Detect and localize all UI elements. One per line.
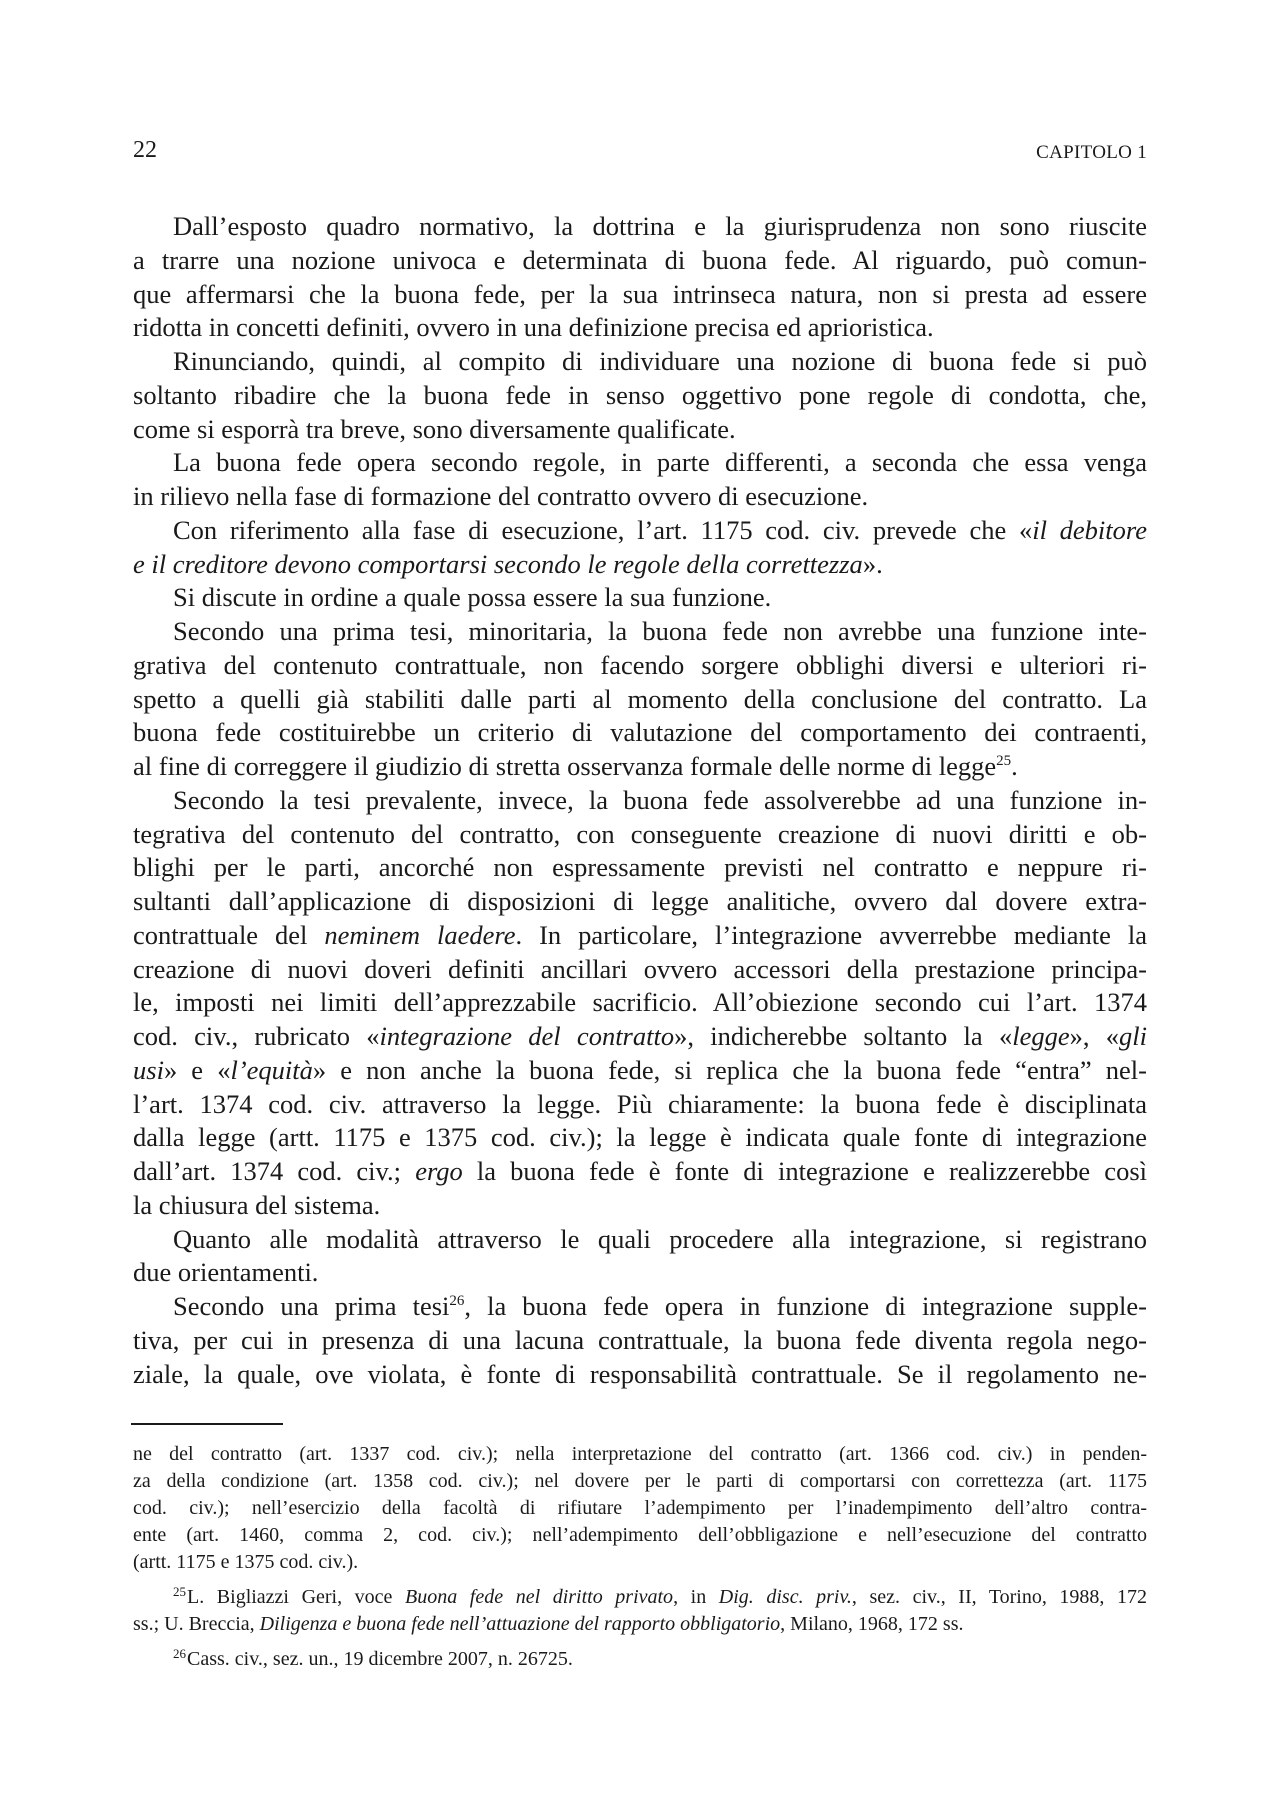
text-line <box>133 514 1147 548</box>
text-run: blighi per le parti, ancorché non espressamente previsti nel contratto e neppure ri- <box>133 852 1147 883</box>
text-run: . In particolare, l’integrazione avverrebbe mediante la <box>515 919 1148 950</box>
text-run: ridotta in concetti definiti, ovvero in una definizione precisa ed aprioristica. <box>133 312 934 343</box>
text-run: la chiusura del sistema. <box>133 1189 381 1220</box>
text-line <box>133 1646 1147 1673</box>
italic-text: Dig. disc. priv. <box>718 1586 852 1608</box>
text-line <box>133 379 1147 413</box>
text-run: dall’art. 1374 cod. civ.; <box>133 1156 416 1186</box>
italic-text: neminem laedere <box>324 919 516 950</box>
footnote-gap <box>133 1576 1147 1584</box>
italic-text: il debitore <box>1032 514 1147 545</box>
text-line <box>133 953 1147 987</box>
italic-text: integrazione del contratto <box>379 1021 675 1051</box>
text-line <box>133 244 1147 278</box>
text-run: Secondo la tesi prevalente, invece, la buona fede assolverebbe ad una funzione in- <box>173 784 1147 815</box>
text-run: le, imposti nei limiti dell’apprezzabile sacrificio. All’obiezione secondo cui l’art. 1374 <box>133 987 1147 1018</box>
text-run: » e non anche la buona fede, si replica che la buona fede “entra” nel- <box>312 1054 1147 1085</box>
italic-text: Buona fede nel diritto privato <box>405 1586 674 1608</box>
text-line <box>133 851 1147 885</box>
text-run: Secondo una prima tesi, minoritaria, la buona fede non avrebbe una funzione inte- <box>173 616 1147 646</box>
text-line <box>133 1549 1147 1576</box>
text-line <box>133 1088 1147 1122</box>
text-run: cod. civ., rubricato « <box>133 1021 380 1051</box>
text-run: al fine di correggere il giudizio di stretta osservanza formale delle norme di legge <box>133 751 997 781</box>
text-line <box>133 1054 1147 1088</box>
text-line <box>133 750 1147 784</box>
page-number: 22 <box>133 137 157 163</box>
text-run: ziale, la quale, ove violata, è fonte di responsabilità contrattuale. Se il regolamento ne- <box>133 1358 1147 1389</box>
italic-text: legge <box>1012 1021 1070 1051</box>
text-line <box>133 581 1147 615</box>
text-line <box>133 1020 1147 1054</box>
text-run: » e « <box>163 1054 231 1085</box>
body-text <box>133 210 1147 1391</box>
text-run: la buona fede è fonte di integrazione e realizzerebbe così <box>462 1156 1147 1186</box>
text-line <box>133 311 1147 345</box>
text-line <box>133 1468 1147 1495</box>
footnote-separator <box>131 1423 283 1425</box>
footnotes <box>133 1441 1147 1673</box>
text-run: cod. civ.); nell’esercizio della facoltà di rifiutare l’adempimento per l’inadempimento dell’altro contra- <box>133 1497 1147 1519</box>
text-run: due orientamenti. <box>133 1257 319 1288</box>
italic-text: e il creditore devono comportarsi secondo le regole della correttezza <box>133 548 863 579</box>
text-line <box>133 480 1147 514</box>
footnote-25 <box>133 1584 1147 1638</box>
text-line <box>133 210 1147 244</box>
italic-text: l’equità <box>230 1054 313 1085</box>
text-line <box>133 278 1147 312</box>
text-line <box>133 1358 1147 1392</box>
text-line <box>133 1324 1147 1358</box>
text-line <box>133 1223 1147 1257</box>
footnote-reference[interactable]: 25 <box>996 753 1012 769</box>
text-line <box>133 683 1147 717</box>
text-line <box>133 1189 1147 1223</box>
text-line <box>133 784 1147 818</box>
text-run: l’art. 1374 cod. civ. attraverso la legge. Più chiaramente: la buona fede è disciplinata <box>133 1088 1147 1119</box>
text-run: grativa del contenuto contrattuale, non facendo sorgere obblighi diversi e ulteriori ri- <box>133 649 1147 680</box>
text-line <box>133 919 1147 953</box>
text-line <box>133 1155 1147 1189</box>
text-run: que affermarsi che la buona fede, per la sua intrinseca natura, non si presta ad essere <box>133 278 1147 309</box>
text-line <box>133 649 1147 683</box>
text-run: Cass. civ., sez. un., 19 dicembre 2007, n. 26725. <box>187 1648 573 1670</box>
text-run: sultanti dall’applicazione di disposizioni di legge analitiche, ovvero dal dovere extra- <box>133 886 1147 916</box>
text-line <box>133 1290 1147 1324</box>
text-run: ». <box>862 548 883 579</box>
text-run: L. Bigliazzi Geri, voce <box>187 1586 406 1608</box>
text-line <box>133 716 1147 750</box>
italic-text: gli <box>1119 1021 1147 1051</box>
text-run: , in <box>673 1586 719 1608</box>
text-line <box>133 413 1147 447</box>
text-run: (artt. 1175 e 1375 cod. civ.). <box>133 1551 359 1573</box>
text-run: Rinunciando, quindi, al compito di individuare una nozione di buona fede si può <box>173 346 1147 376</box>
text-run: tiva, per cui in presenza di una lacuna contrattuale, la buona fede diventa regola nego- <box>133 1324 1147 1355</box>
running-head <box>133 136 1147 166</box>
text-line <box>133 615 1147 649</box>
text-run: come si esporrà tra breve, sono diversamente qualificate. <box>133 413 736 444</box>
text-run: La buona fede opera secondo regole, in parte differenti, a seconda che essa venga <box>173 447 1147 478</box>
text-line <box>133 1522 1147 1549</box>
text-run: , la buona fede opera in funzione di integrazione supple- <box>464 1291 1147 1321</box>
text-run: dalla legge (artt. 1175 e 1375 cod. civ.); la legge è indicata quale fonte di integrazione <box>133 1122 1147 1153</box>
text-run: buona fede costituirebbe un criterio di valutazione del comportamento dei contraenti, <box>133 717 1147 748</box>
text-run: za della condizione (art. 1358 cod. civ.); nel dovere per le parti di comportarsi con correttezza (art. 1175 <box>133 1470 1147 1492</box>
text-run: Con riferimento alla fase di esecuzione, l’art. 1175 cod. civ. prevede che « <box>173 514 1033 545</box>
footnote-gap <box>133 1638 1147 1646</box>
footnote-number: 26 <box>173 1646 186 1661</box>
text-run: Si discute in ordine a quale possa essere la sua funzione. <box>173 582 772 613</box>
text-line <box>133 1495 1147 1522</box>
text-line <box>133 1121 1147 1155</box>
text-run: . <box>1011 751 1018 781</box>
text-run: Dall’esposto quadro normativo, la dottrina e la giurisprudenza non sono riuscite <box>173 211 1147 241</box>
text-line <box>133 446 1147 480</box>
text-run: Secondo una prima tesi <box>173 1291 450 1321</box>
text-run: spetto a quelli già stabiliti dalle parti al momento della conclusione del contratto. La <box>133 683 1147 714</box>
italic-text: ergo <box>415 1156 463 1186</box>
text-line <box>133 548 1147 582</box>
text-run: ente (art. 1460, comma 2, cod. civ.); nell’adempimento dell’obbligazione e nell’esecuzione del contratto <box>133 1524 1147 1546</box>
footnote-number: 25 <box>173 1584 186 1599</box>
text-run: ss.; U. Breccia, <box>133 1613 260 1635</box>
text-run: Quanto alle modalità attraverso le quali procedere alla integrazione, si registrano <box>173 1223 1147 1254</box>
text-run: ne del contratto (art. 1337 cod. civ.); nella interpretazione del contratto (art. 1366 cod. civ.) in penden- <box>133 1443 1147 1465</box>
text-line <box>133 1441 1147 1468</box>
text-run: tegrativa del contenuto del contratto, con conseguente creazione di nuovi diritti e ob- <box>133 818 1147 849</box>
footnote-reference[interactable]: 26 <box>449 1293 465 1309</box>
text-run: », indicherebbe soltanto la « <box>674 1021 1013 1051</box>
footnote-26 <box>133 1646 1147 1673</box>
text-line <box>133 345 1147 379</box>
text-run: creazione di nuovi doveri definiti ancillari ovvero accessori della prestazione principa- <box>133 953 1147 984</box>
text-run: contrattuale del <box>133 919 325 950</box>
text-line <box>133 1611 1147 1638</box>
text-run: in rilievo nella fase di formazione del contratto ovvero di esecuzione. <box>133 481 869 511</box>
italic-text: Diligenza e buona fede nell’attuazione del rapporto obbligatorio <box>259 1613 781 1635</box>
text-run: a trarre una nozione univoca e determinata di buona fede. Al riguardo, può comun- <box>133 244 1147 275</box>
text-line <box>133 1256 1147 1290</box>
chapter-label: CAPITOLO 1 <box>1036 142 1147 163</box>
text-line <box>133 986 1147 1020</box>
text-run: , Milano, 1968, 172 ss. <box>780 1613 964 1635</box>
text-run: , sez. civ., II, Torino, 1988, 172 <box>851 1586 1148 1608</box>
text-run: soltanto ribadire che la buona fede in senso oggettivo pone regole di condotta, che, <box>133 379 1147 410</box>
footnote-continued <box>133 1441 1147 1576</box>
text-line <box>133 818 1147 852</box>
italic-text: usi <box>133 1054 164 1085</box>
text-line <box>133 885 1147 919</box>
text-line <box>133 1584 1147 1611</box>
text-run: », « <box>1069 1021 1120 1051</box>
